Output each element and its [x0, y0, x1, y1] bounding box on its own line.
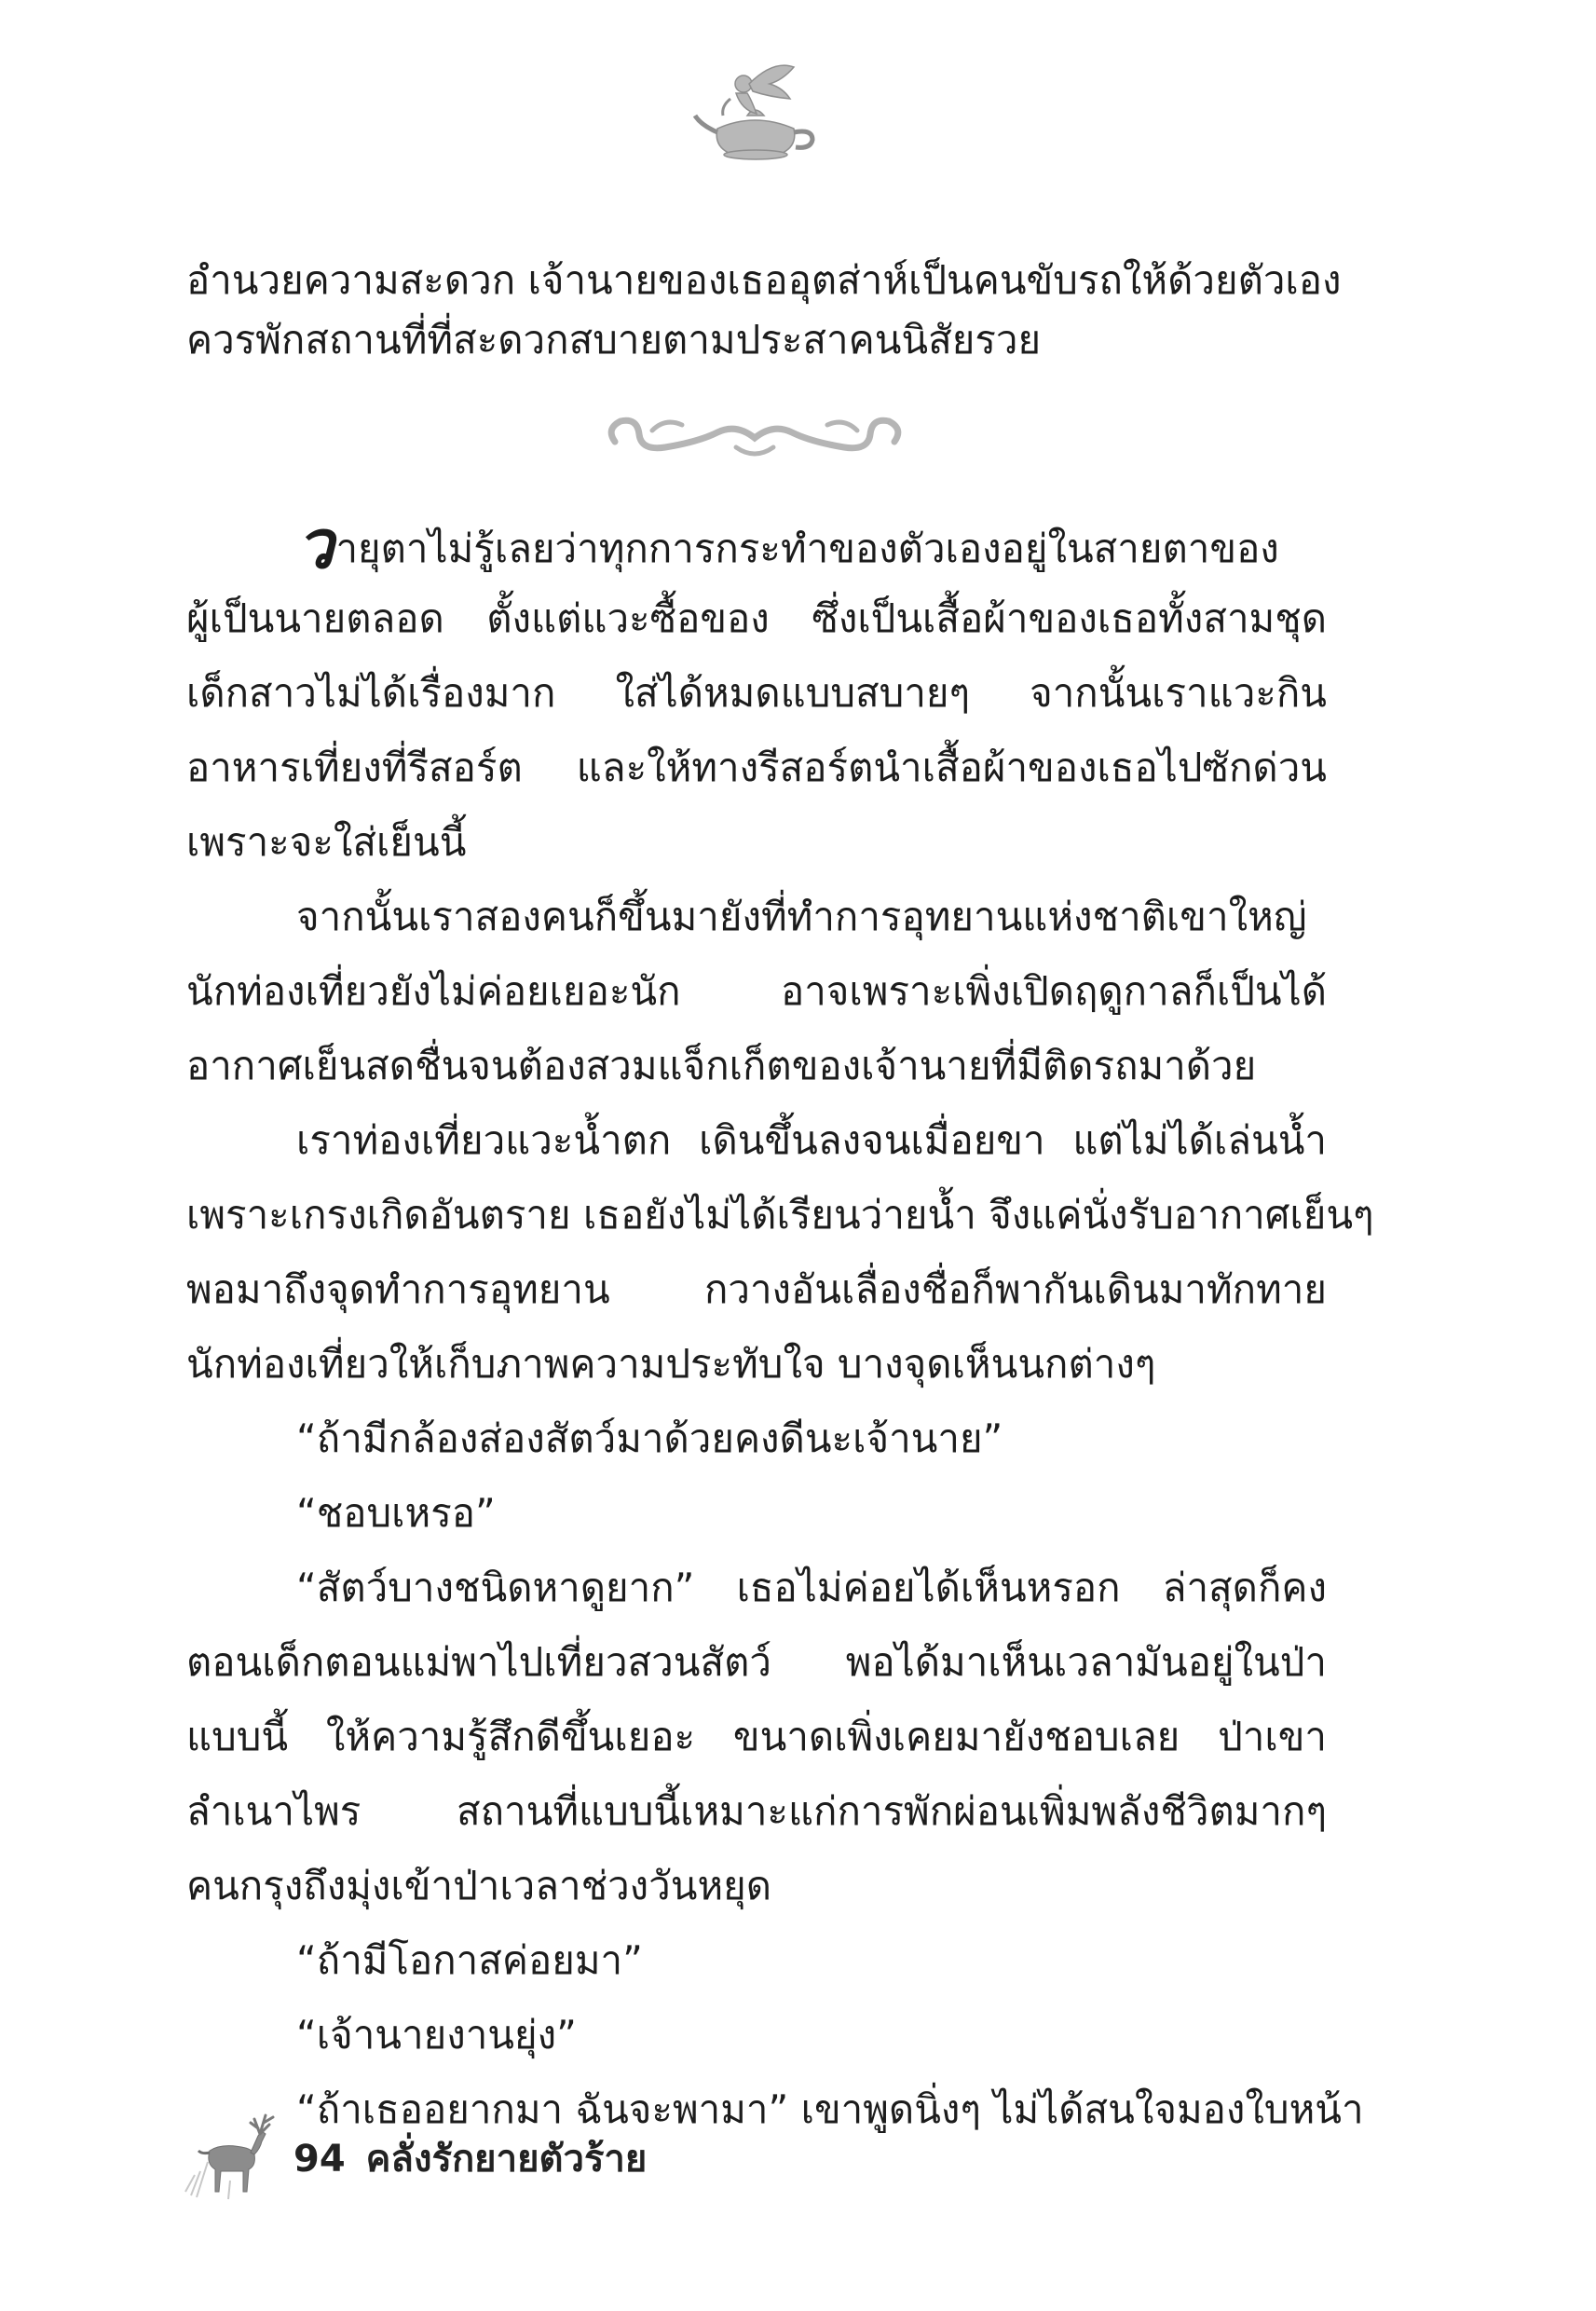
page-footer: [293, 2136, 647, 2182]
deer-icon: [172, 2106, 284, 2208]
text-line: เพราะจะใส่เย็นนี้: [186, 819, 467, 865]
text-line: เด็กสาวไม่ได้เรื่องมาก ใส่ได้หมดแบบสบายๆ จากนั้นเราแวะกิน: [186, 670, 1327, 716]
text-line: “ชอบเหรอ”: [296, 1490, 496, 1536]
page-number: 94: [293, 2138, 346, 2181]
text-line: ผู้เป็นนายตลอด ตั้งแต่แวะซื้อของ ซึ่งเป็นเสื้อผ้าของเธอทั้งสามชุด: [186, 595, 1327, 641]
text-line: “เจ้านายงานยุ่ง”: [296, 2012, 577, 2058]
book-title: คลั่งรักยายตัวร้าย: [365, 2138, 648, 2181]
text-line: ลำเนาไพร สถานที่แบบนี้เหมาะแก่การพักผ่อนเพิ่มพลังชีวิตมากๆ: [186, 1788, 1327, 1834]
text-line: “สัตว์บางชนิดหาดูยาก” เธอไม่ค่อยได้เห็นหรอก ล่าสุดก็คง: [296, 1565, 1327, 1610]
text-line: พอมาถึงจุดทำการอุทยาน กวางอันเลื่องชื่อก็พากันเดินมาทักทาย: [186, 1266, 1327, 1312]
flourish-divider-icon: [596, 410, 913, 466]
text-line: “ถ้ามีกล้องส่องสัตว์มาด้วยคงดีนะเจ้านาย”: [296, 1415, 1003, 1461]
text-line: เราท่องเที่ยวแวะน้ำตก เดินขึ้นลงจนเมื่อยขา แต่ไม่ได้เล่นน้ำ: [296, 1117, 1327, 1163]
text-line: แบบนี้ ให้ความรู้สึกดีขึ้นเยอะ ขนาดเพิ่งเคยมายังชอบเลย ป่าเขา: [186, 1714, 1327, 1759]
text-line: นักท่องเที่ยวให้เก็บภาพความประทับใจ บางจุดเห็นนกต่างๆ: [186, 1341, 1156, 1387]
text-line: อำนวยความสะดวก เจ้านายของเธออุตส่าห์เป็นคนขับรถให้ด้วยตัวเอง: [186, 257, 1342, 303]
cupid-teapot-ornament-icon: [689, 56, 820, 168]
text-line-rest: ายุตาไม่รู้เลยว่าทุกการกระทำของตัวเองอยู่ในสายตาของ: [335, 526, 1279, 571]
text-line: จากนั้นเราสองคนก็ขึ้นมายังที่ทำการอุทยานแห่งชาติเขาใหญ่: [296, 894, 1307, 939]
text-line: “ถ้าเธออยากมา ฉันจะพามา” เขาพูดนิ่งๆ ไม่ได้สนใจมองใบหน้า: [296, 2086, 1364, 2132]
text-line: ตอนเด็กตอนแม่พาไปเที่ยวสวนสัตว์ พอได้มาเห็นเวลามันอยู่ในป่า: [186, 1639, 1327, 1685]
text-line: “ถ้ามีโอกาสค่อยมา”: [296, 1937, 643, 1983]
text-line: ควรพักสถานที่ที่สะดวกสบายตามประสาคนนิสัยรวย: [186, 317, 1042, 362]
drop-cap: ว: [296, 504, 334, 583]
text-line: เพราะเกรงเกิดอันตราย เธอยังไม่ได้เรียนว่ายน้ำ จึงแค่นั่งรับอากาศเย็นๆ: [186, 1192, 1374, 1238]
text-line: นักท่องเที่ยวยังไม่ค่อยเยอะนัก อาจเพราะเพิ่งเปิดฤดูกาลก็เป็นได้: [186, 968, 1327, 1014]
text-line: คนกรุงถึงมุ่งเข้าป่าเวลาช่วงวันหยุด: [186, 1863, 772, 1908]
text-line-dropcap: [296, 504, 1327, 583]
text-line: อาหารเที่ยงที่รีสอร์ต และให้ทางรีสอร์ตนำเสื้อผ้าของเธอไปซักด่วน: [186, 745, 1327, 790]
text-line: อากาศเย็นสดชื่นจนต้องสวมแจ็กเก็ตของเจ้านายที่มีติดรถมาด้วย: [186, 1043, 1257, 1088]
